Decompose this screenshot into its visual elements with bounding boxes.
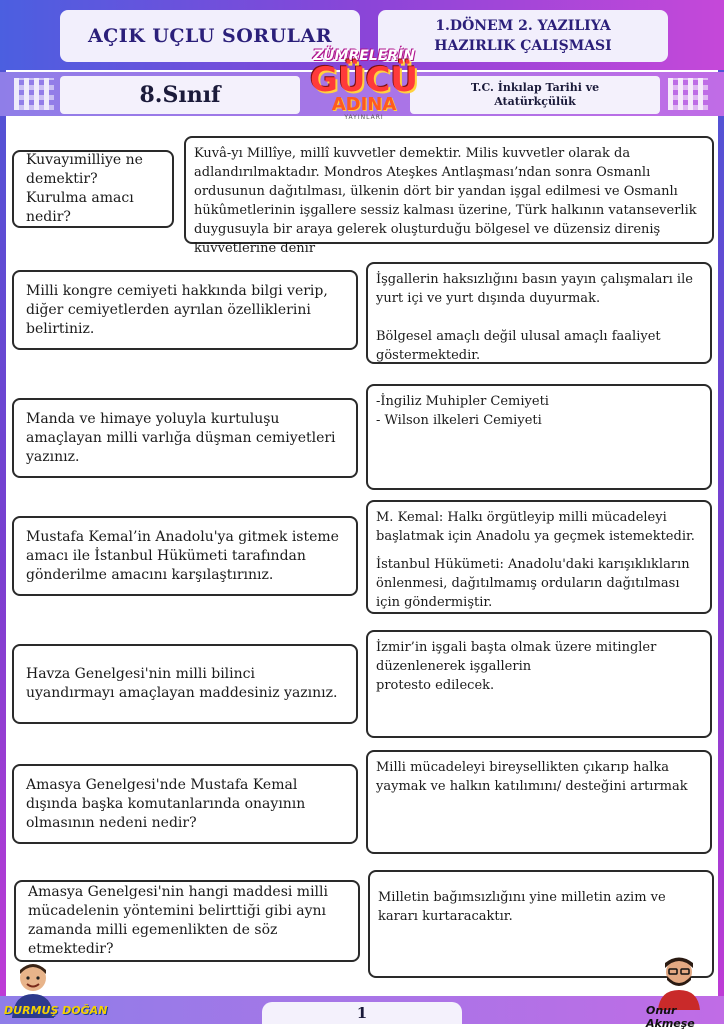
question-box-7 xyxy=(14,880,360,962)
right-author-signature: Onur Akmeşe xyxy=(646,1004,695,1030)
subject-label-box xyxy=(410,76,660,114)
subject-line1: T.C. İnkılap Tarihi ve xyxy=(470,81,600,94)
question-text-7: Amasya Genelgesi'nin hangi maddesi milli mücadelenin yöntemini belirttiği gibi aynı zamanda milli egemenlikten de söz etmektedir? xyxy=(28,884,328,957)
question-box-3 xyxy=(12,398,358,478)
question-box-4 xyxy=(12,516,358,596)
question-box-1 xyxy=(12,150,174,228)
header-right-line1: 1.DÖNEM 2. YAZILIYA xyxy=(435,18,611,34)
answer-box-1 xyxy=(184,136,714,256)
pixel-decoration-right xyxy=(668,78,708,110)
question-text-2: Milli kongre cemiyeti hakkında bilgi verip, diğer cemiyetlerden ayrılan özelliklerini belirtiniz. xyxy=(26,282,328,337)
answer-text-4b: İstanbul Hükümeti: Anadolu'daki karışıklıkların önlenmesi, dağıtılmamış orduların dağıtılması için göndermiştir. xyxy=(376,557,690,610)
answer-text-3a: -İngiliz Muhipler Cemiyeti xyxy=(376,394,549,409)
right-edge-stripe xyxy=(718,0,724,1024)
answer-box-4 xyxy=(366,500,712,614)
question-box-5 xyxy=(12,644,358,724)
answer-text-2a: İşgallerin haksızlığını basın yayın çalışmaları ile yurt içi ve yurt dışında duyurmak. xyxy=(376,272,693,306)
left-author-signature: DURMUŞ DOĞAN xyxy=(4,1004,108,1017)
answer-text-5b: protesto edilecek. xyxy=(376,678,495,693)
answer-text-7: Milletin bağımsızlığını yine milletin azim ve kararı kurtaracaktır. xyxy=(378,890,666,924)
answer-text-5a: İzmir’in işgali başta olmak üzere mitingler düzenlenerek işgallerin xyxy=(376,640,657,674)
logo-line3: ADINA xyxy=(331,94,397,115)
right-author-avatar-icon xyxy=(652,950,706,1010)
question-text-4: Mustafa Kemal’in Anadolu'ya gitmek isteme amacı ile İstanbul Hükümeti tarafından gönderilme amacını karşılaştırınız. xyxy=(26,528,339,583)
grade-label: 8.Sınıf xyxy=(139,82,221,108)
logo-line4: YAYINLARI xyxy=(344,114,384,121)
answer-text-3b: - Wilson ilkeleri Cemiyeti xyxy=(376,413,542,428)
answer-box-5 xyxy=(366,630,712,738)
answer-text-6: Milli mücadeleyi bireysellikten çıkarıp halka yaymak ve halkın katılımını/ desteğini artırmak xyxy=(376,760,688,794)
left-edge-stripe xyxy=(0,0,6,1024)
header-left-title: AÇIK UÇLU SORULAR xyxy=(87,25,333,47)
answer-text-1: Kuvâ-yı Millîye, millî kuvvetler demektir. Milis kuvvetler olarak da adlandırılmaktadır. Mondros Ateşkes Antlaşması’ndan sonra Osmanlı ordusunun dağıtılması, ülkenin dört bir yandan işgal edilmesi ve Osmanlı hükûmetlerinin işgallere sessiz kalması üzerine, Türk halkının vatanseverlik duygusuyla bir araya gelerek oluşturduğu bölgesel ve düzensiz direniş kuvvetlerine denir xyxy=(194,146,697,256)
answer-box-6 xyxy=(366,750,712,854)
question-text-1: Kuvayımilliye ne demektir? Kurulma amacı nedir? xyxy=(26,152,143,225)
publisher-logo xyxy=(304,48,424,130)
answer-box-2 xyxy=(366,262,712,364)
question-box-6 xyxy=(12,764,358,844)
pixel-decoration-left xyxy=(14,78,54,110)
question-text-6: Amasya Genelgesi'nde Mustafa Kemal dışında başka komutanlarında onayının olmasının nedeni nedir? xyxy=(26,776,306,831)
page-number: 1 xyxy=(356,1004,368,1022)
logo-line1: ZÜMRELERİN xyxy=(313,48,415,64)
page-number-tab xyxy=(262,1002,462,1024)
answer-text-4a: M. Kemal: Halkı örgütleyip milli mücadeleyi başlatmak için Anadolu ya geçmek istemektedir. xyxy=(376,510,695,544)
logo-line2: GÜCÜ xyxy=(309,60,419,100)
header-right-line2: HAZIRLIK ÇALIŞMASI xyxy=(434,38,612,54)
question-text-3: Manda ve himaye yoluyla kurtuluşu amaçlayan milli varlığa düşman cemiyetleri yazınız. xyxy=(26,410,336,465)
answer-box-3 xyxy=(366,384,712,490)
question-box-2 xyxy=(12,270,358,350)
subject-line2: Atatürkçülük xyxy=(494,95,576,108)
question-text-5: Havza Genelgesi'nin milli bilinci uyandırmayı amaçlayan maddesiniz yazınız. xyxy=(26,666,338,701)
grade-label-box xyxy=(60,76,300,114)
answer-text-2b: Bölgesel amaçlı değil ulusal amaçlı faaliyet göstermektedir. xyxy=(376,329,661,363)
